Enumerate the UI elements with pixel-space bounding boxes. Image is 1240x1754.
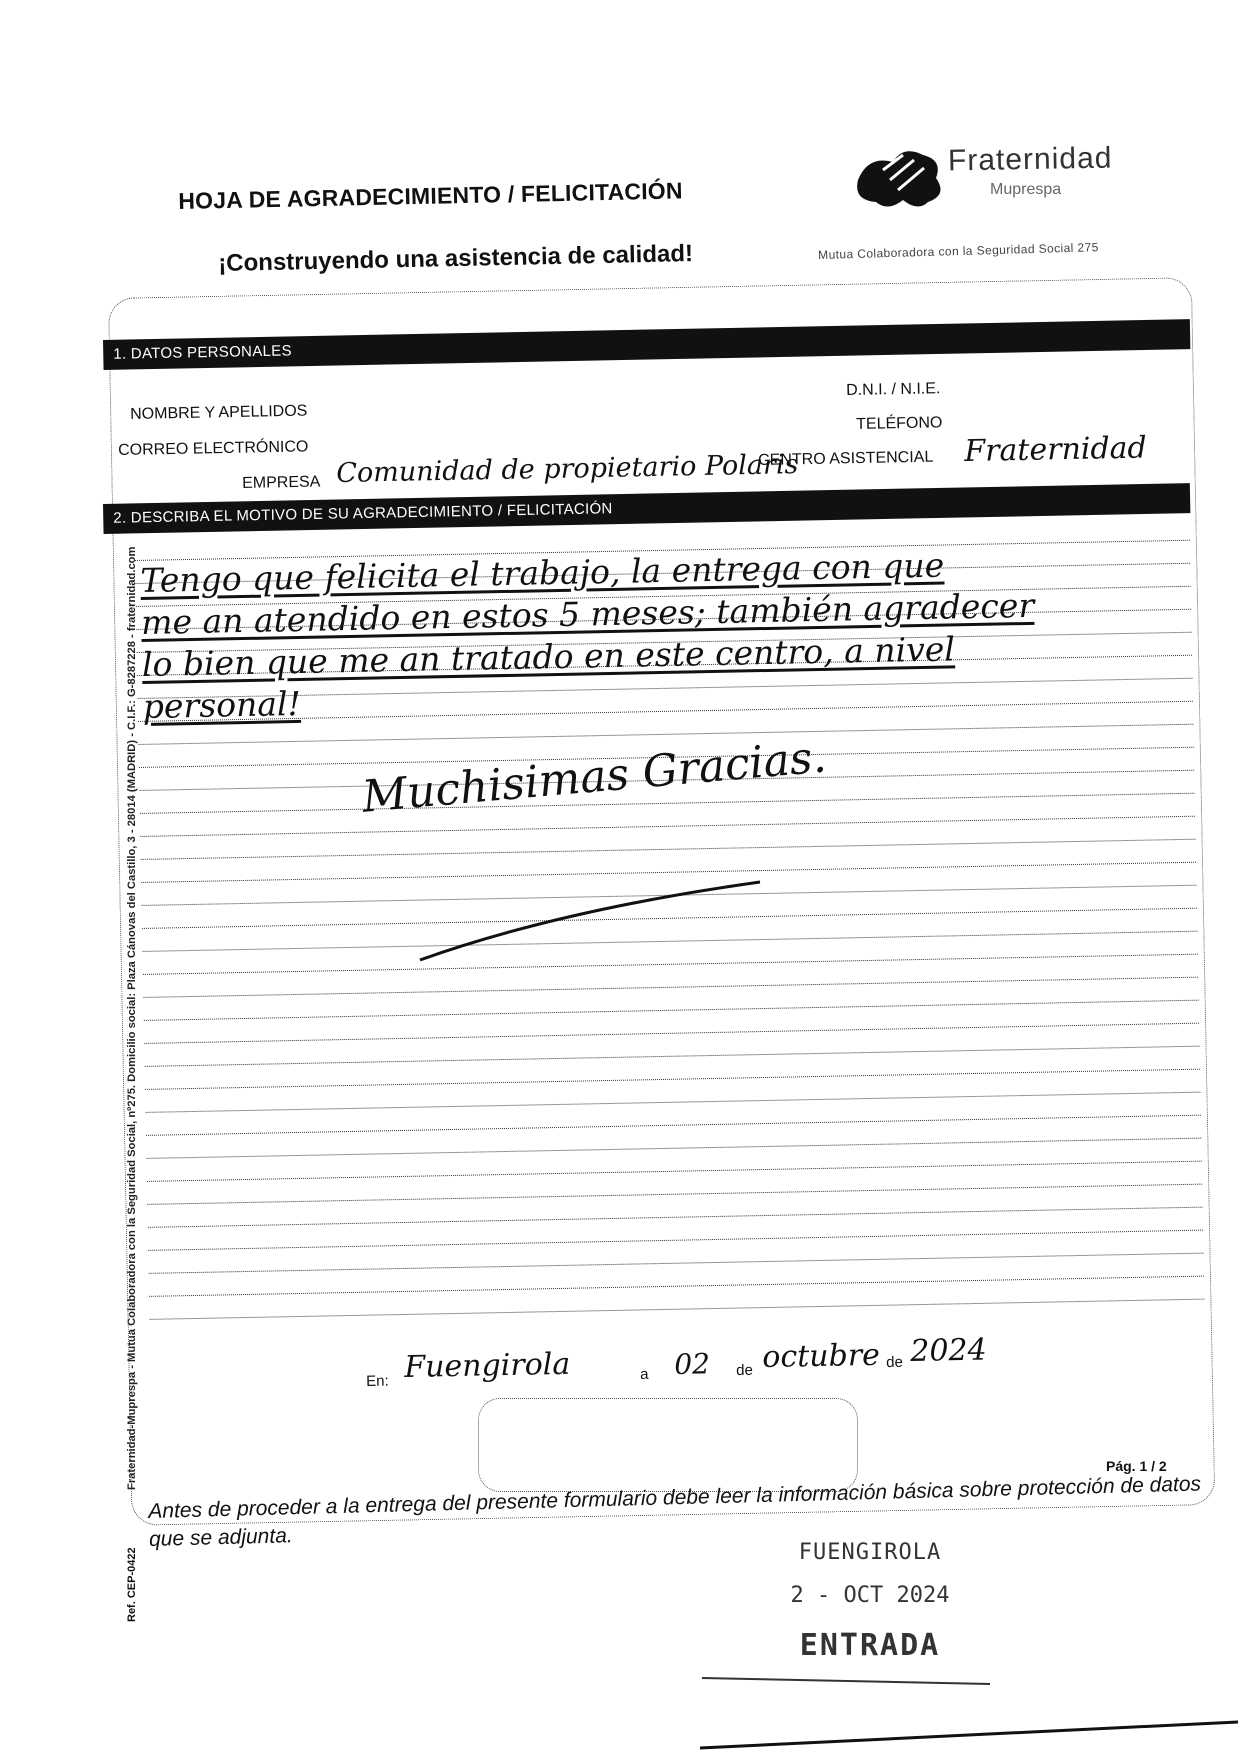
section1-heading: 1. DATOS PERSONALES xyxy=(113,342,292,363)
centro-value: Fraternidad xyxy=(964,430,1148,469)
stamp-date: 2 - OCT 2024 xyxy=(790,1583,950,1608)
message-line: personal! xyxy=(142,683,302,726)
page-subtitle: ¡Construyendo una asistencia de calidad! xyxy=(218,240,694,277)
nombre-label: NOMBRE Y APELLIDOS xyxy=(130,402,308,423)
stamp-word: ENTRADA xyxy=(799,1628,941,1663)
section2-heading: 2. DESCRIBA EL MOTIVO DE SU AGRADECIMIENTO / FELICITACIÓN xyxy=(113,500,613,527)
logo-name: Fraternidad xyxy=(947,141,1113,178)
empresa-label: EMPRESA xyxy=(242,473,321,492)
en-label: En: xyxy=(366,1372,389,1390)
entry-stamp xyxy=(770,1540,970,1663)
page-number: Pág. 1 / 2 xyxy=(1106,1458,1167,1474)
empresa-value: Comunidad de propietario Polaris xyxy=(336,449,799,489)
month-value: octubre xyxy=(762,1337,881,1375)
message-line: Tengo que felicita el trabajo, la entrega con que xyxy=(140,545,945,600)
centro-label: CENTRO ASISTENCIAL xyxy=(758,448,934,469)
de-label-2: de xyxy=(886,1353,904,1371)
closing-text: Muchisimas Gracias. xyxy=(360,731,829,823)
de-label-1: de xyxy=(736,1361,754,1379)
handwritten-message xyxy=(140,540,1203,728)
day-value: 02 xyxy=(674,1347,711,1381)
stamp-box xyxy=(478,1398,858,1492)
message-line: me an atendido en estos 5 meses; también agradecer xyxy=(140,585,1035,642)
stamp-city: FUENGIROLA xyxy=(798,1540,942,1565)
dni-label: D.N.I. / N.I.E. xyxy=(846,380,941,399)
mutua-caption: Mutua Colaboradora con la Seguridad Social 275 xyxy=(818,240,1099,262)
page-title: HOJA DE AGRADECIMIENTO / FELICITACIÓN xyxy=(178,177,683,214)
place-value: Fuengirola xyxy=(404,1346,571,1385)
signature-flourish xyxy=(410,870,770,970)
message-line: lo bien que me an tratado en este centro, a nivel xyxy=(141,629,956,684)
scan-edge-lines xyxy=(700,1670,1240,1754)
privacy-notice: Antes de proceder a la entrega del presente formulario debe leer la información básica sobre protección de datos que se adjunta. xyxy=(148,1472,1202,1551)
form-reference: Ref. CEP-0422 xyxy=(126,1547,138,1622)
telefono-label: TELÉFONO xyxy=(856,414,943,433)
correo-label: CORREO ELECTRÓNICO xyxy=(118,438,309,459)
a-label: a xyxy=(640,1365,649,1383)
logo-sub: Muprespa xyxy=(990,181,1062,198)
year-value: 2024 xyxy=(910,1332,988,1369)
legal-sidebar-text: Fraternidad-Muprespa - Mutua Colaboradora con la Seguridad Social, nº275. Domicilio social: Plaza Cánovas del Castillo, 3 - 28014 (MADRID) - C.I.F.: G-8287228 - fraternidad.com xyxy=(126,546,138,1490)
